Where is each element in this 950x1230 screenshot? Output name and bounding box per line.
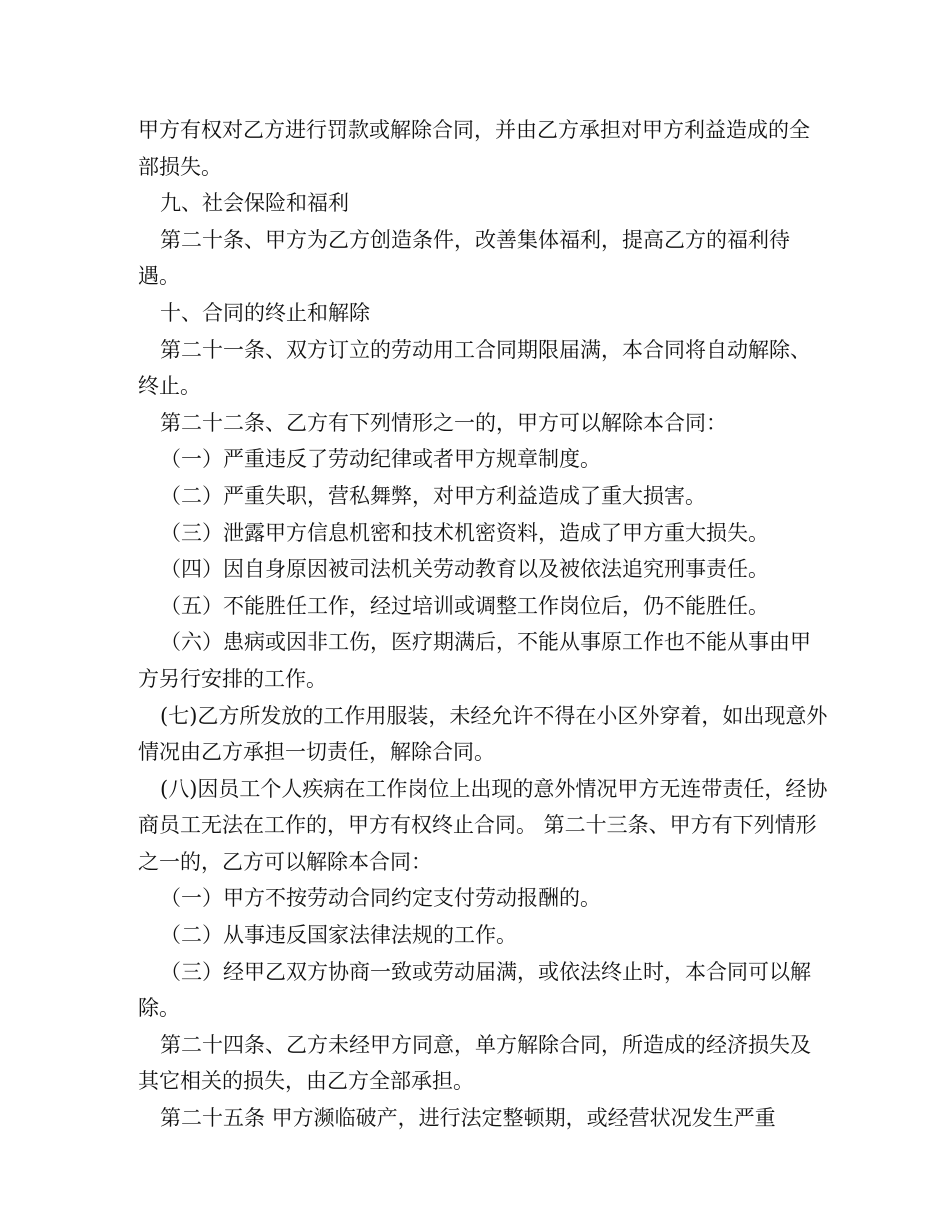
article-23-item-2: （二）从事违反国家法律法规的工作。	[160, 923, 517, 948]
article-25: 第二十五条 甲方濒临破产，进行法定整顿期，或经营状况发生严重	[160, 1106, 776, 1131]
article-23-item-3: （三）经甲乙双方协商一致或劳动届满，或依法终止时，本合同可以解除。	[138, 959, 811, 1021]
article-22-item-5: （五）不能胜任工作，经过培训或调整工作岗位后，仍不能胜任。	[160, 593, 769, 618]
article-22-item-4: （四）因自身原因被司法机关劳动教育以及被依法追究刑事责任。	[160, 557, 769, 582]
article-20: 第二十条、甲方为乙方创造条件，改善集体福利，提高乙方的福利待遇。	[138, 227, 790, 289]
article-24: 第二十四条、乙方未经甲方同意，单方解除合同，所造成的经济损失及其它相关的损失，由乙方全部承担。	[138, 1032, 811, 1094]
article-22-item-7: (七)乙方所发放的工作用服装，未经允许不得在小区外穿着，如出现意外情况由乙方承担一切责任，解除合同。	[138, 703, 828, 765]
article-21: 第二十一条、双方订立的劳动用工合同期限届满，本合同将自动解除、终止。	[138, 337, 811, 399]
section-heading-social-insurance: 九、社会保险和福利	[160, 191, 349, 216]
article-22-item-3: （三）泄露甲方信息机密和技术机密资料，造成了甲方重大损失。	[160, 520, 769, 545]
document-page	[138, 112, 828, 1137]
article-22-item-6: （六）患病或因非工伤，医疗期满后，不能从事原工作也不能从事由甲方另行安排的工作。	[138, 630, 811, 691]
article-22-item-8-and-article-23: (八)因员工个人疾病在工作岗位上出现的意外情况甲方无连带责任，经协商员工无法在工作的，甲方有权终止合同。 第二十三条、甲方有下列情形之一的，乙方可以解除本合同：	[138, 776, 828, 874]
section-heading-termination: 十、合同的终止和解除	[160, 300, 370, 325]
article-22-item-2: （二）严重失职，营私舞弊，对甲方利益造成了重大损害。	[160, 483, 706, 508]
article-23-item-1: （一）甲方不按劳动合同约定支付劳动报酬的。	[160, 886, 601, 911]
article-22-item-1: （一）严重违反了劳动纪律或者甲方规章制度。	[160, 447, 601, 472]
article-22: 第二十二条、乙方有下列情形之一的，甲方可以解除本合同：	[160, 410, 727, 435]
paragraph-continuation: 甲方有权对乙方进行罚款或解除合同，并由乙方承担对甲方利益造成的全部损失。	[138, 118, 810, 179]
